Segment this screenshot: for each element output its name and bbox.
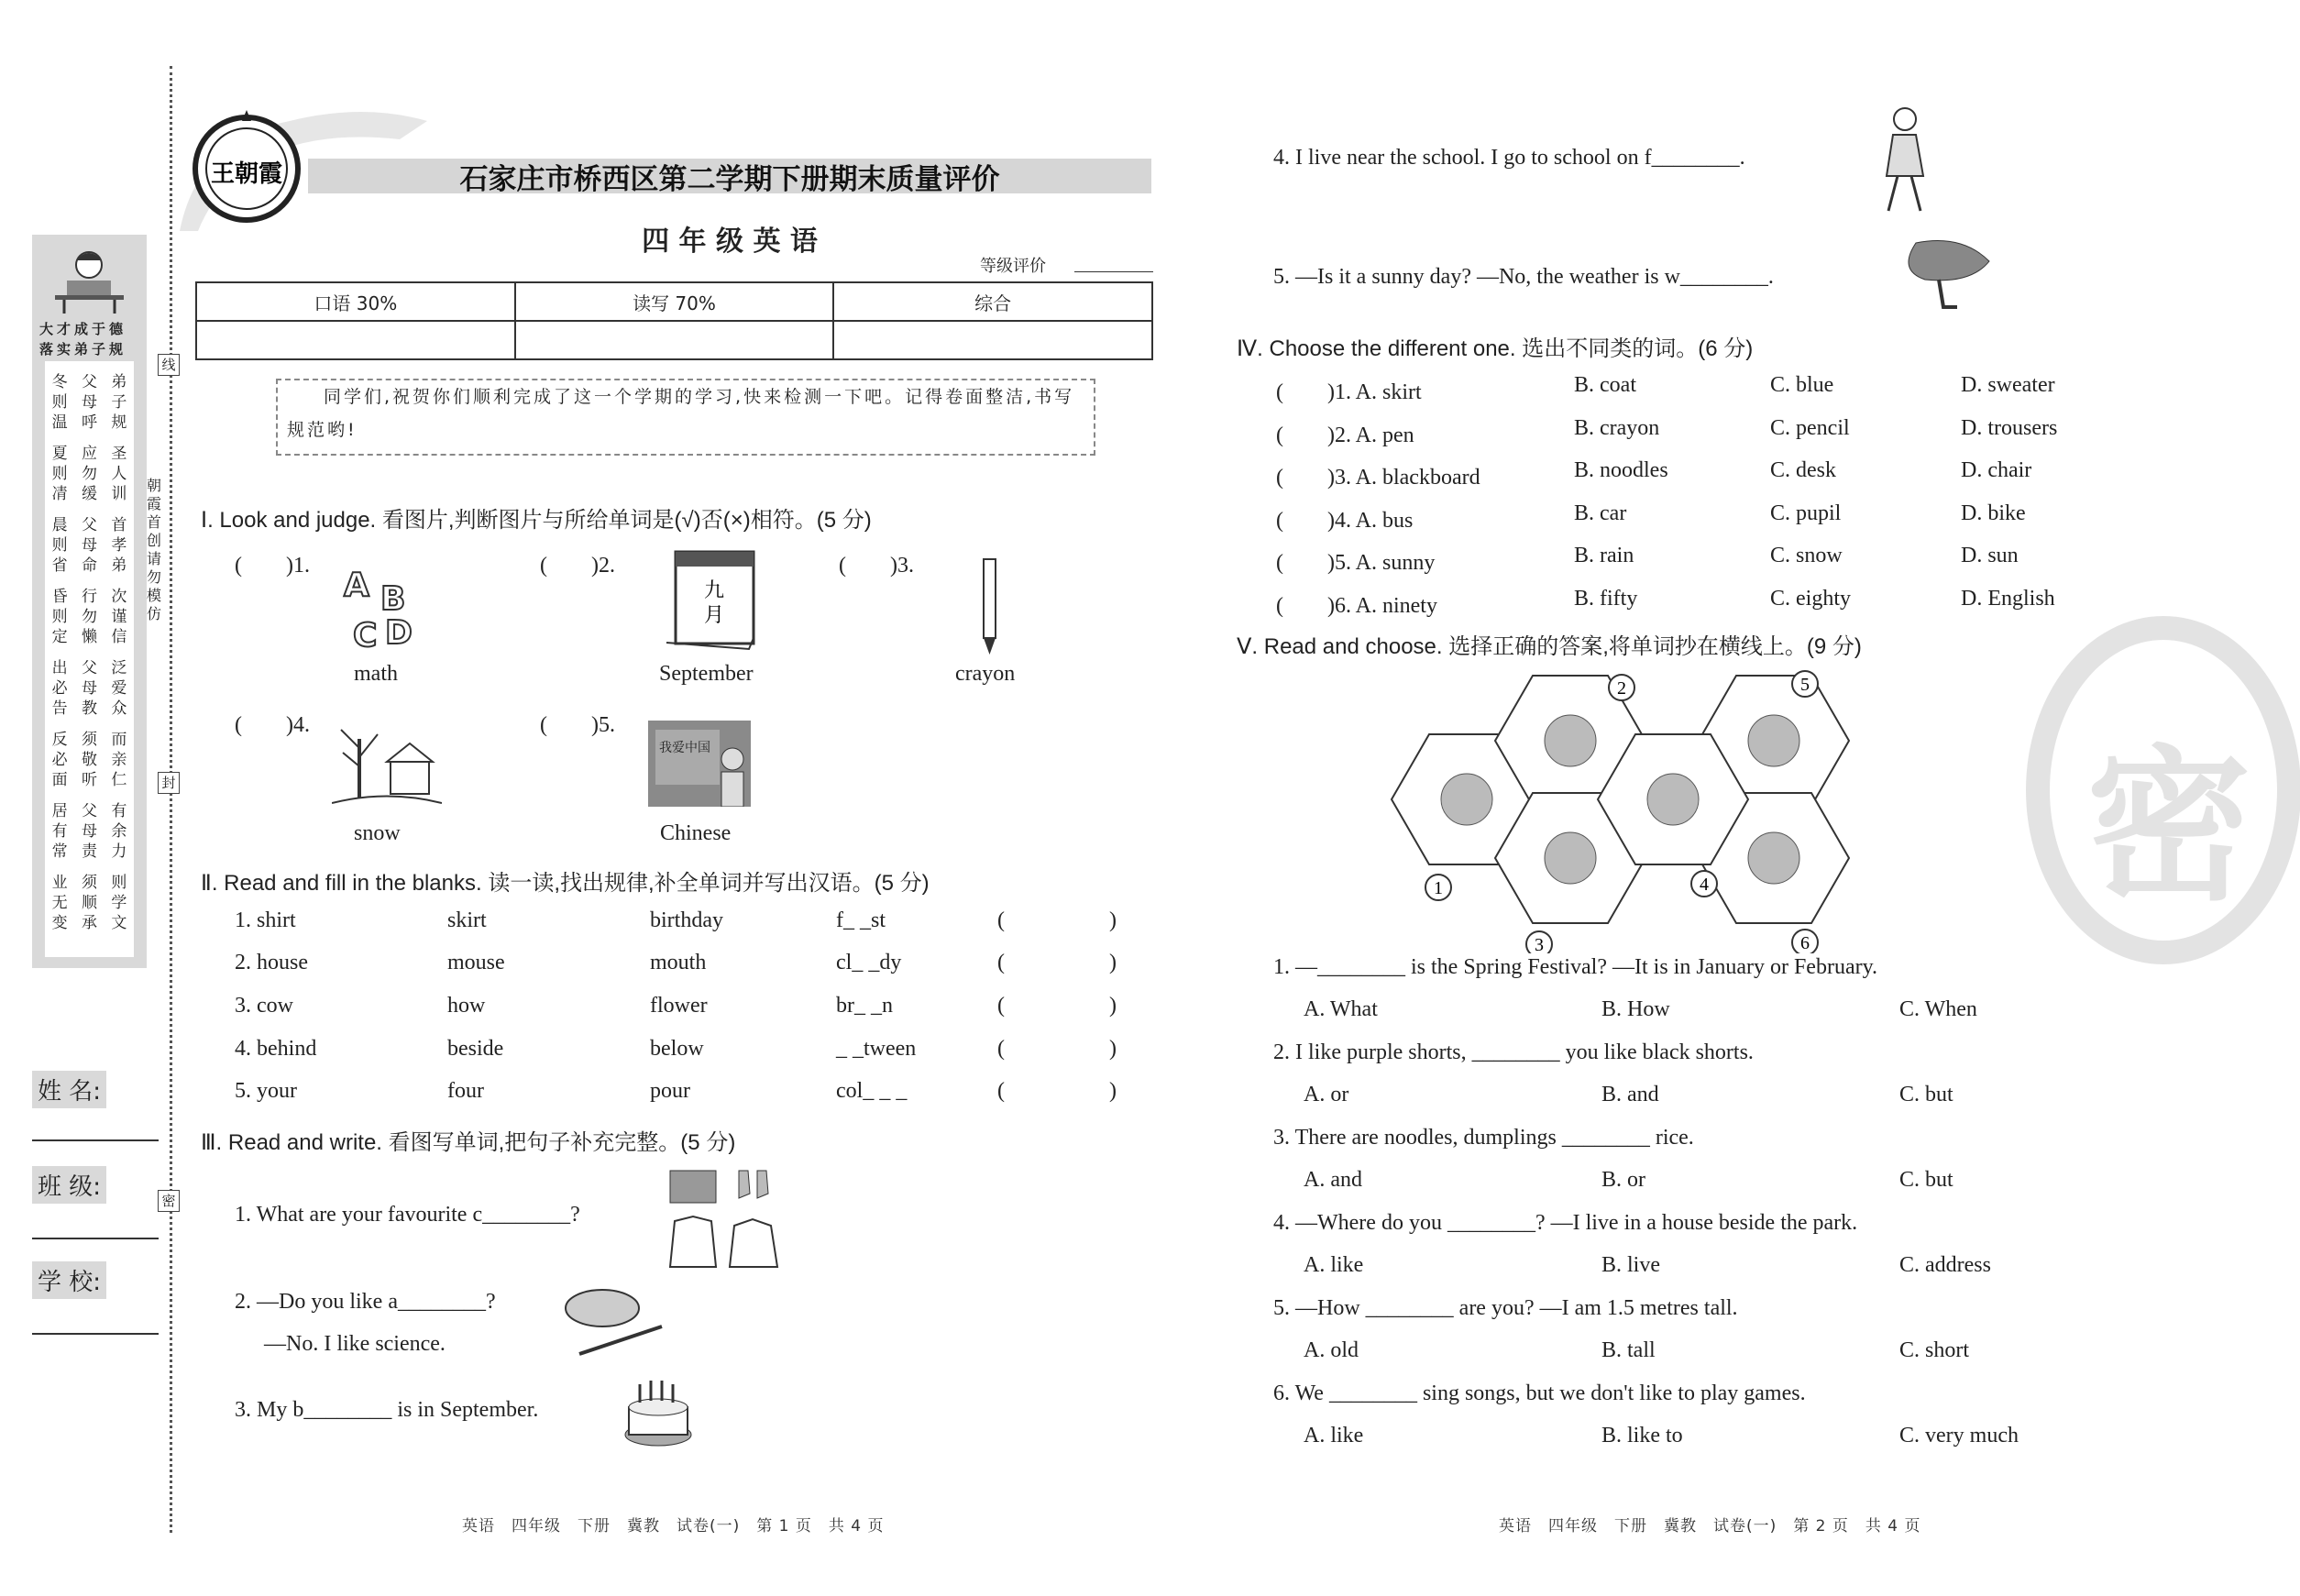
svg-text:C: C: [353, 617, 378, 651]
s2-row1-word3: birthday: [650, 908, 723, 932]
s5-q6-option3[interactable]: C. very much: [1899, 1424, 2019, 1447]
s2-row2-word4[interactable]: cl_ _dy: [836, 951, 902, 974]
exam-title: 石家庄市桥西区第二学期下册期末质量评价: [459, 163, 1000, 196]
s1-word-crayon: crayon: [955, 662, 1016, 686]
s5-q5-option2[interactable]: B. tall: [1601, 1338, 1656, 1362]
s4-row1-option3[interactable]: C. blue: [1770, 373, 1834, 397]
verse-column: 居有常: [51, 802, 68, 861]
s5-q3-option3[interactable]: C. but: [1899, 1168, 1953, 1192]
s4-row3-option2[interactable]: B. noodles: [1574, 458, 1668, 482]
verse-column: 父母呼: [81, 373, 97, 432]
s4-row5-option2[interactable]: B. rain: [1574, 544, 1634, 567]
s2-row3-word3: flower: [650, 994, 708, 1018]
s5-q1-option2[interactable]: B. How: [1601, 997, 1670, 1021]
verse-column: 昏则定: [51, 588, 68, 646]
verse-column: 反必面: [51, 731, 68, 789]
score-header-total: 综合: [833, 282, 1152, 321]
s5-question6[interactable]: 6. We ________ sing songs, but we don't like to play games.: [1273, 1381, 1806, 1405]
s5-question4[interactable]: 4. —Where do you ________? —I live in a house beside the park.: [1273, 1211, 1858, 1235]
s2-row3-word1: 3. cow: [235, 994, 293, 1018]
verse-group: [45, 587, 134, 647]
motto-line1: 大才成于德: [39, 321, 127, 337]
s4-row5-option4[interactable]: D. sun: [1961, 544, 2019, 567]
verse-group: [45, 801, 134, 862]
notice-text: 同学们,祝贺你们顺利完成了这一个学期的学习,快来检测一下吧。记得卷面整洁,书写规范哟!: [287, 387, 1075, 440]
s5-q5-option1[interactable]: A. old: [1304, 1338, 1359, 1362]
svg-text:D: D: [385, 614, 413, 651]
s5-q2-option1[interactable]: A. or: [1304, 1083, 1349, 1106]
name-label: 姓 名:: [32, 1071, 106, 1108]
hex-number-4: 4: [1700, 875, 1709, 895]
hexagon-picture-3-illustration: [1545, 832, 1596, 884]
s4-row6-option3[interactable]: C. eighty: [1770, 586, 1851, 611]
s2-answer-open-paren[interactable]: (: [997, 1037, 1005, 1061]
grade-label: 等级评价: [980, 257, 1046, 276]
s2-row5-word1: 5. your: [235, 1079, 297, 1103]
s4-row5-option3[interactable]: C. snow: [1770, 544, 1843, 567]
verse-column: 父母教: [81, 659, 97, 718]
dizigui-verses: [45, 361, 134, 957]
s3-q3[interactable]: 3. My b________ is in September.: [235, 1398, 539, 1422]
s5-q3-option1[interactable]: A. and: [1304, 1168, 1362, 1192]
s2-row1-word4[interactable]: f_ _st: [836, 908, 886, 932]
s4-row4-option2[interactable]: B. car: [1574, 501, 1627, 525]
s5-q4-option1[interactable]: A. like: [1304, 1253, 1364, 1277]
school-input[interactable]: [32, 1333, 159, 1335]
windy-tree-image: [1888, 234, 2003, 312]
chinese-class-image: [648, 721, 751, 807]
s2-answer-close-paren: ): [1109, 951, 1117, 974]
s2-row5-word2: four: [447, 1079, 484, 1103]
hexagon-picture-5-illustration: [1748, 715, 1799, 766]
s3-q5[interactable]: 5. —Is it a sunny day? —No, the weather is w________.: [1273, 265, 1774, 289]
hex-number-6: 6: [1800, 933, 1810, 953]
s1-item4-num[interactable]: ( )4.: [235, 713, 310, 737]
verse-group: [45, 515, 134, 576]
s2-row2-word2: mouse: [447, 951, 505, 974]
s2-answer-open-paren[interactable]: (: [997, 951, 1005, 974]
footer-page1: 英语 四年级 下册 冀教 试卷(一) 第 1 页 共 4 页: [462, 1517, 885, 1535]
s2-row1-word2: skirt: [447, 908, 487, 932]
verse-column: 而亲仁: [111, 731, 127, 789]
s4-row3-option4[interactable]: D. chair: [1961, 458, 2032, 482]
s1-word-math: math: [354, 662, 398, 686]
s2-row4-word4[interactable]: _ _tween: [836, 1037, 917, 1061]
s5-q4-option2[interactable]: B. live: [1601, 1253, 1660, 1277]
hexagon-picture-6-illustration: [1748, 832, 1799, 884]
hexagon-picture-1-illustration: [1441, 774, 1492, 825]
hexagon-picture-diagram: [1389, 664, 1884, 953]
copyright-notice: 朝霞首创 请勿模仿: [147, 477, 162, 622]
s2-row3-word2: how: [447, 994, 486, 1018]
s5-q1-option3[interactable]: C. When: [1899, 997, 1977, 1021]
s5-question3[interactable]: 3. There are noodles, dumplings ________ rice.: [1273, 1126, 1694, 1150]
s2-answer-close-paren: ): [1109, 1079, 1117, 1103]
s2-answer-open-paren[interactable]: (: [997, 994, 1005, 1018]
footer-page2: 英语 四年级 下册 冀教 试卷(一) 第 2 页 共 4 页: [1499, 1517, 1921, 1535]
verse-column: 夏则凊: [51, 445, 68, 503]
watermark-char: 密: [2086, 732, 2252, 923]
secret-watermark: [2026, 616, 2300, 964]
verse-column: 有余力: [111, 802, 127, 861]
verse-column: 须顺承: [81, 874, 97, 932]
art-palette-image: [561, 1285, 666, 1359]
hex-number-1: 1: [1434, 878, 1443, 898]
walking-girl-image: [1870, 103, 1934, 217]
name-input[interactable]: [32, 1139, 159, 1141]
s2-answer-open-paren[interactable]: (: [997, 908, 1005, 932]
verse-column: 首孝弟: [111, 516, 127, 575]
class-label: 班 级:: [32, 1166, 106, 1204]
s4-row3-option1[interactable]: ( )3. A. blackboard: [1276, 466, 1480, 490]
verse-column: 泛爱众: [111, 659, 127, 718]
s2-row1-word1: 1. shirt: [235, 908, 296, 932]
s3-q1[interactable]: 1. What are your favourite c________?: [235, 1203, 580, 1227]
s4-row3-option3[interactable]: C. desk: [1770, 458, 1836, 482]
score-table: [195, 281, 1153, 360]
s2-answer-close-paren: ): [1109, 994, 1117, 1018]
binding-dotted-line: [170, 66, 172, 1533]
s1-word-snow: snow: [354, 821, 401, 845]
s2-answer-close-paren: ): [1109, 908, 1117, 932]
score-cell-oral[interactable]: [196, 321, 515, 359]
wangzhaoxia-logo: [191, 108, 303, 223]
s2-row4-word1: 4. behind: [235, 1037, 317, 1061]
s5-q6-option2[interactable]: B. like to: [1601, 1424, 1683, 1447]
clothes-image: [666, 1166, 785, 1276]
svg-text:A: A: [344, 567, 369, 604]
section5-heading: Ⅴ. Read and choose. 选择正确的答案,将单词抄在横线上。(9 分): [1237, 634, 1862, 659]
verse-column: 应勿缓: [81, 445, 97, 503]
s2-row5-word4[interactable]: col_ _ _: [836, 1079, 908, 1103]
birthday-cake-image: [622, 1375, 695, 1448]
score-cell-rw[interactable]: [515, 321, 834, 359]
verse-group: [45, 444, 134, 504]
svg-text:王朝霞: 王朝霞: [210, 160, 283, 188]
score-cell-total[interactable]: [833, 321, 1152, 359]
s5-q3-option2[interactable]: B. or: [1601, 1168, 1645, 1192]
exam-subtitle: 四 年 级 英 语: [642, 226, 818, 258]
s2-row2-word1: 2. house: [235, 951, 308, 974]
s1-word-chinese: Chinese: [660, 821, 732, 845]
s1-item1-num[interactable]: ( )1.: [235, 554, 310, 578]
s2-row3-word4[interactable]: br_ _n: [836, 994, 893, 1018]
school-label: 学 校:: [32, 1261, 106, 1299]
s4-row4-option1[interactable]: ( )4. A. bus: [1276, 508, 1414, 533]
s4-row1-option1[interactable]: ( )1. A. skirt: [1276, 380, 1422, 404]
binding-mark-secret: 密: [158, 1190, 180, 1212]
verse-column: 圣人训: [111, 445, 127, 503]
verse-column: 行勿懒: [81, 588, 97, 646]
verse-group: [45, 658, 134, 719]
s1-item2-num[interactable]: ( )2.: [540, 554, 615, 578]
verse-column: 晨则省: [51, 516, 68, 575]
verse-column: 父母责: [81, 802, 97, 861]
s1-word-september: September: [659, 662, 754, 686]
verse-column: 业无变: [51, 874, 68, 932]
section4-heading: Ⅳ. Choose the different one. 选出不同类的词。(6 分): [1237, 336, 1754, 361]
svg-text:B: B: [380, 580, 406, 618]
board-text: 我爱中国: [659, 741, 710, 755]
s5-q2-option3[interactable]: C. but: [1899, 1083, 1953, 1106]
snowy-house-image: [332, 711, 442, 814]
grade-input[interactable]: [1074, 271, 1153, 272]
s4-row2-option3[interactable]: C. pencil: [1770, 415, 1850, 440]
score-header-oral: 口语 30%: [196, 282, 515, 321]
s3-q2[interactable]: 2. —Do you like a________?: [235, 1290, 496, 1314]
binding-mark-seal: 封: [158, 772, 180, 794]
s5-question1[interactable]: 1. —________ is the Spring Festival? —It is in January or February.: [1273, 955, 1878, 979]
s5-q4-option3[interactable]: C. address: [1899, 1253, 1991, 1277]
verse-column: 须敬听: [81, 731, 97, 789]
s2-row2-word3: mouth: [650, 951, 707, 974]
verse-column: 则学文: [111, 874, 127, 932]
section3-heading: Ⅲ. Read and write. 看图写单词,把句子补充完整。(5 分): [201, 1130, 736, 1155]
s4-row1-option2[interactable]: B. coat: [1574, 373, 1636, 397]
s4-row6-option1[interactable]: ( )6. A. ninety: [1276, 593, 1437, 618]
calendar-image: [662, 546, 763, 655]
class-input[interactable]: [32, 1238, 159, 1239]
s4-row6-option4[interactable]: D. English: [1961, 586, 2055, 611]
s4-row1-option4[interactable]: D. sweater: [1961, 373, 2055, 397]
verse-group: [45, 873, 134, 933]
s5-q2-option2[interactable]: B. and: [1601, 1083, 1659, 1106]
s1-item3-num[interactable]: ( )3.: [839, 554, 914, 578]
s4-row4-option4[interactable]: D. bike: [1961, 501, 2026, 525]
verse-column: 次谨信: [111, 588, 127, 646]
student-reading-icon: [50, 242, 128, 315]
s5-q5-option3[interactable]: C. short: [1899, 1338, 1970, 1362]
hex-number-3: 3: [1535, 935, 1544, 953]
binding-mark-line: 线: [158, 354, 180, 376]
motto-line2: 落实弟子规: [39, 341, 127, 358]
hex-number-5: 5: [1800, 675, 1810, 695]
abcd-letters-image: [339, 559, 431, 651]
s4-row4-option3[interactable]: C. pupil: [1770, 501, 1842, 525]
s2-answer-close-paren: ): [1109, 1037, 1117, 1061]
s2-row4-word3: below: [650, 1037, 704, 1061]
verse-group: [45, 372, 134, 433]
verse-column: 出必告: [51, 659, 68, 718]
s2-row4-word2: beside: [447, 1037, 504, 1061]
hex-number-2: 2: [1617, 678, 1626, 699]
s4-row2-option1[interactable]: ( )2. A. pen: [1276, 423, 1414, 447]
s2-answer-open-paren[interactable]: (: [997, 1079, 1005, 1103]
s5-q6-option1[interactable]: A. like: [1304, 1424, 1364, 1447]
crayon-image: [976, 554, 1004, 656]
sidebar-motto-panel: [32, 235, 147, 968]
verse-column: 父母命: [81, 516, 97, 575]
s1-item5-num[interactable]: ( )5.: [540, 713, 615, 737]
s4-row2-option2[interactable]: B. crayon: [1574, 415, 1660, 440]
s5-q1-option1[interactable]: A. What: [1304, 997, 1378, 1021]
notice-box: [276, 379, 1095, 456]
section1-heading: Ⅰ. Look and judge. 看图片,判断图片与所给单词是(√)否(×)相符。(5 分): [201, 508, 872, 533]
verse-group: [45, 730, 134, 790]
hexagon-picture-2-illustration: [1545, 715, 1596, 766]
calendar-month-2: 月: [703, 604, 725, 627]
hexagon-picture-center-illustration: [1647, 774, 1699, 825]
s4-row2-option4[interactable]: D. trousers: [1961, 415, 2058, 440]
section2-heading: Ⅱ. Read and fill in the blanks. 读一读,找出规律,补全单词并写出汉语。(5 分): [201, 871, 930, 896]
s5-question2[interactable]: 2. I like purple shorts, ________ you like black shorts.: [1273, 1040, 1754, 1064]
s4-row6-option2[interactable]: B. fifty: [1574, 586, 1638, 611]
calendar-month-1: 九: [703, 579, 725, 602]
s5-question5[interactable]: 5. —How ________ are you? —I am 1.5 metres tall.: [1273, 1296, 1738, 1320]
s2-row5-word3: pour: [650, 1079, 690, 1103]
verse-column: 弟子规: [111, 373, 127, 432]
verse-column: 冬则温: [51, 373, 68, 432]
score-header-rw: 读写 70%: [515, 282, 834, 321]
s3-q2-answer: —No. I like science.: [264, 1332, 446, 1356]
s4-row5-option1[interactable]: ( )5. A. sunny: [1276, 551, 1436, 575]
s3-q4[interactable]: 4. I live near the school. I go to school on f________.: [1273, 146, 1745, 170]
